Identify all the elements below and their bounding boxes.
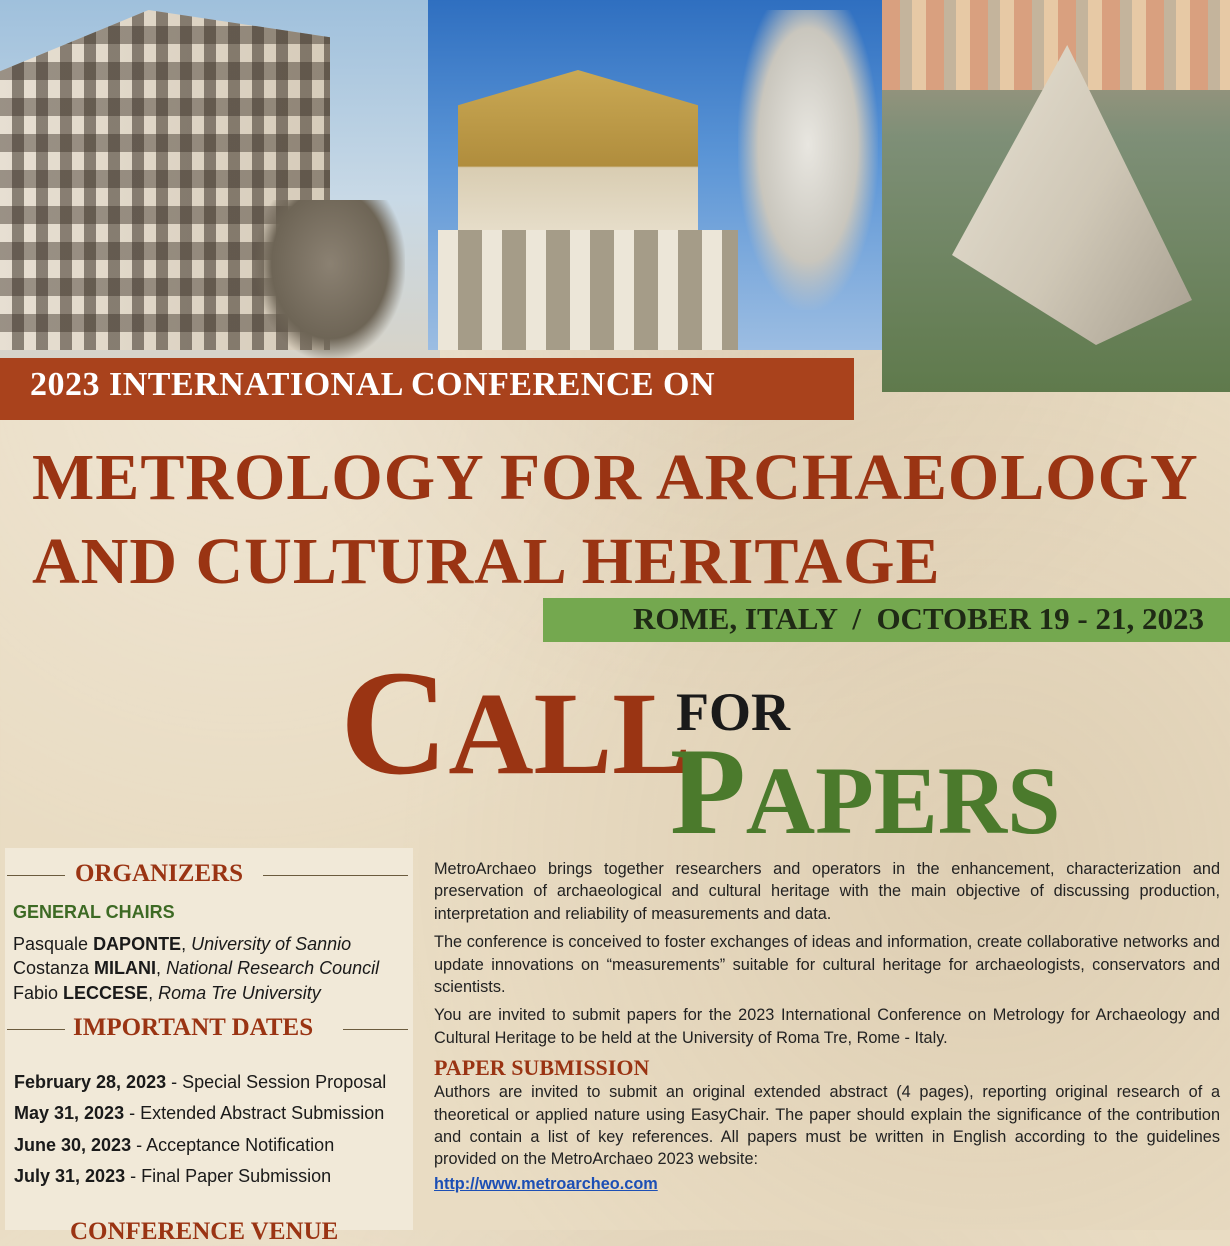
divider [7, 1029, 65, 1030]
divider [7, 875, 65, 876]
horse-statue [255, 200, 405, 360]
paper-submission-heading: PAPER SUBMISSION [434, 1055, 650, 1081]
chair-first-name: Pasquale [13, 934, 94, 954]
paper-submission-text: Authors are invited to submit an original extended abstract (4 pages), reporting original research of a theoretical or applied nature using EasyChair. The paper should explain the significance of the contribution and contain a list of key references. All papers must be written in English according to the guidelines provided on the MetroArchaeo 2023 website: [434, 1083, 1220, 1169]
photo-strip [0, 0, 1230, 392]
conference-prefix: 2023 INTERNATIONAL CONFERENCE ON [30, 366, 716, 403]
date-event: - Final Paper Submission [125, 1166, 332, 1186]
chair-2 [13, 956, 379, 980]
date-event: - Special Session Proposal [166, 1072, 387, 1092]
organizers-heading [5, 858, 413, 892]
chair-affiliation: Roma Tre University [158, 983, 321, 1003]
important-dates-heading [5, 1012, 413, 1046]
description-paragraph-2: The conference is conceived to foster exchanges of ideas and information, create collaborative networks and update innovations on “measurements” suitable for cultural heritage for archaeologists, conservators and scientists. [434, 933, 1220, 997]
chair-1 [13, 932, 351, 956]
basilica-facade [458, 70, 698, 230]
website-link[interactable]: http://www.metroarcheo.com [434, 1174, 658, 1193]
conference-prefix-band [0, 358, 854, 420]
chair-last-name: DAPONTE [93, 934, 182, 954]
cfp-papers [670, 723, 1061, 863]
description-column [434, 858, 1220, 1195]
basilica-photo [428, 0, 888, 350]
date-row [14, 1103, 384, 1124]
chair-affiliation: University of Sannio [191, 934, 352, 954]
cfp-papers-initial: P [670, 723, 746, 860]
cfp-call [340, 640, 691, 809]
date-value: May 31, 2023 [14, 1103, 125, 1123]
general-chairs-heading: GENERAL CHAIRS [13, 902, 175, 922]
saint-statue [738, 10, 878, 310]
date-value: July 31, 2023 [14, 1166, 126, 1186]
chair-sep: , [148, 983, 159, 1003]
organizers-heading-text: ORGANIZERS [75, 860, 244, 887]
date-event: - Extended Abstract Submission [124, 1103, 385, 1123]
date-event: - Acceptance Notification [131, 1135, 335, 1155]
chair-sep: , [156, 958, 167, 978]
date-row [14, 1072, 386, 1093]
basilica-columns [438, 230, 738, 350]
left-panel [5, 848, 413, 1230]
cfp-call-initial: C [340, 640, 449, 806]
description-paragraph-1: MetroArchaeo brings together researchers and operators in the enhancement, characterization and preservation of archaeological and cultural heritage with the main objective of discussing production, interpretation and reliability of measurements and data. [434, 860, 1220, 923]
palazzo-civilta-photo [0, 0, 440, 360]
description-paragraph-3: You are invited to submit papers for the 2023 International Conference on Metrology for Archaeology and Cultural Heritage to be held at the University of Roma Tre, Rome - Italy. [434, 1006, 1220, 1047]
conference-title [32, 436, 1222, 604]
chair-3 [13, 981, 321, 1005]
pyramid-of-cestius [952, 45, 1192, 345]
date-row [14, 1166, 331, 1187]
conference-venue-heading: CONFERENCE VENUE [70, 1218, 339, 1245]
chair-last-name: MILANI [94, 958, 157, 978]
chair-first-name: Fabio [13, 983, 64, 1003]
chair-affiliation: National Research Council [166, 958, 380, 978]
chair-last-name: LECCESE [63, 983, 149, 1003]
cfp-papers-rest: APERS [745, 747, 1061, 854]
pyramid-photo [882, 0, 1230, 392]
title-line-1: METROLOGY FOR ARCHAEOLOGY [32, 441, 1199, 514]
location-dates: ROME, ITALY / OCTOBER 19 - 21, 2023 [633, 601, 1204, 636]
date-value: February 28, 2023 [14, 1072, 167, 1092]
title-line-2: AND CULTURAL HERITAGE [32, 525, 941, 598]
important-dates-heading-text: IMPORTANT DATES [73, 1014, 314, 1041]
date-row [14, 1135, 334, 1156]
date-value: June 30, 2023 [14, 1135, 132, 1155]
divider [263, 875, 408, 876]
divider [343, 1029, 408, 1030]
cfp-for: FOR [676, 682, 790, 742]
chair-sep: , [181, 934, 192, 954]
cfp-call-rest: ALL [448, 668, 691, 799]
location-dates-band [543, 598, 1230, 642]
chair-first-name: Costanza [13, 958, 95, 978]
